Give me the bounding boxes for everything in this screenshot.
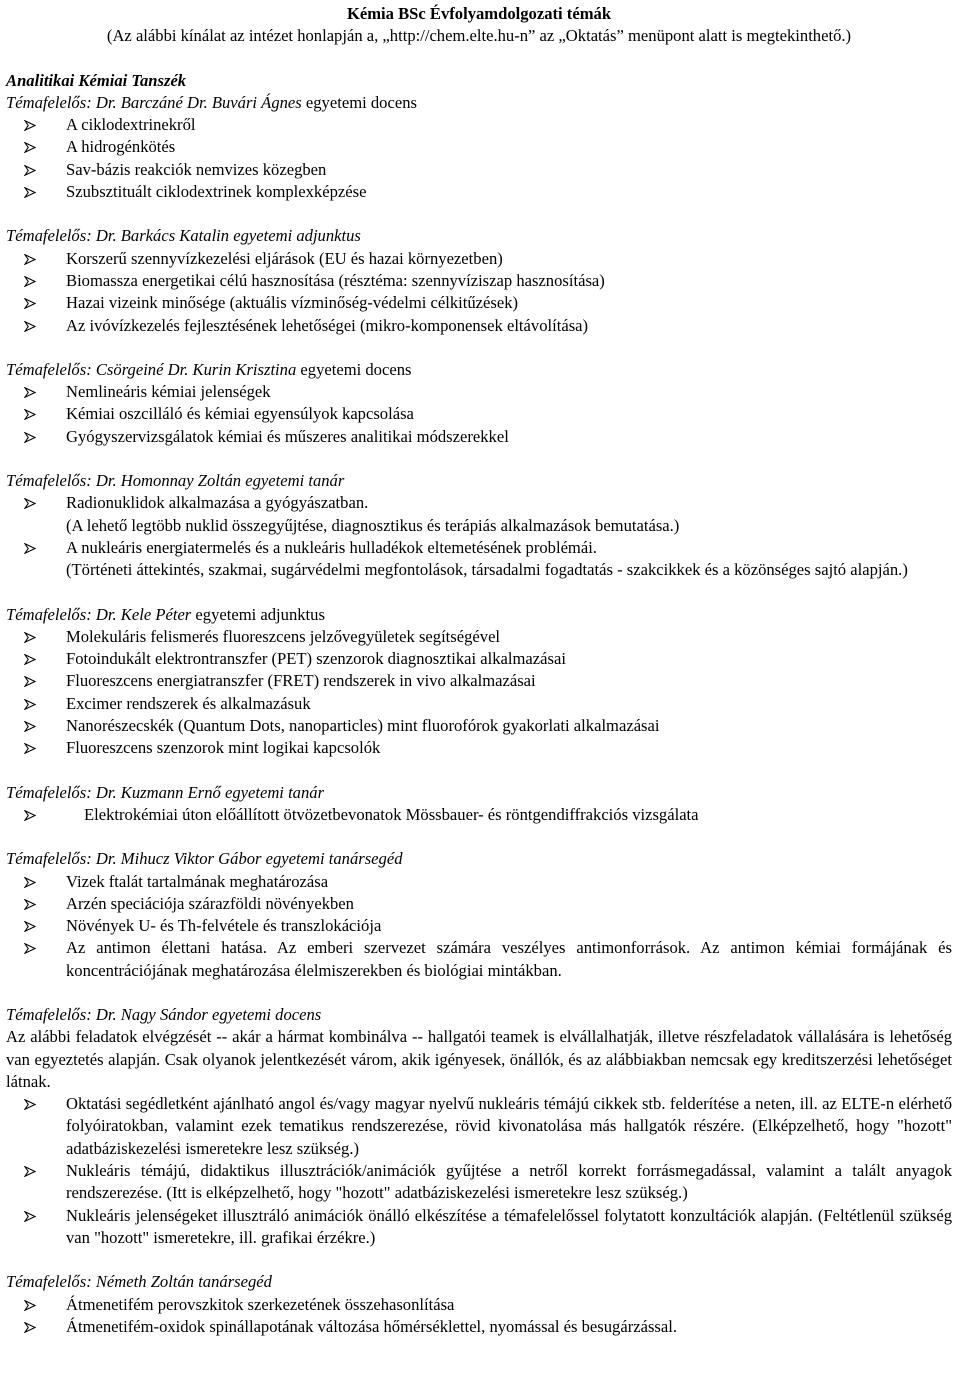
- topic-text: Arzén speciációja szárazföldi növényekben: [66, 893, 354, 913]
- supervisor-name: Barczáné Dr. Buvári Ágnes: [116, 92, 302, 112]
- arrow-bullet-icon: [24, 654, 36, 665]
- topic-section: [6, 1004, 952, 1249]
- topic-item: [6, 381, 952, 403]
- topic-section: [6, 92, 952, 203]
- arrow-bullet-icon: [24, 699, 36, 710]
- topic-item: [6, 893, 952, 915]
- topic-list: [6, 248, 952, 337]
- topic-text: Radionuklidok alkalmazása a gyógyászatban.: [66, 493, 369, 513]
- topic-text: Biomassza energetikai célú hasznosítása (résztéma: szennyvíziszap hasznosítása): [66, 270, 605, 290]
- topic-text: Vizek ftalát tartalmának meghatározása: [66, 871, 329, 891]
- arrow-bullet-icon: [24, 498, 36, 509]
- arrow-bullet-icon: [24, 1300, 36, 1311]
- topic-item: [6, 937, 952, 982]
- topic-text: Szubsztituált ciklodextrinek komplexképzése: [66, 182, 367, 202]
- arrow-bullet-icon: [24, 1322, 36, 1333]
- document-title: Kémia BSc Évfolyamdolgozati témák: [346, 4, 612, 23]
- topic-section: [6, 225, 952, 336]
- supervisor-name: Csörgeiné Dr. Kurin Krisztina: [91, 359, 297, 379]
- topic-text: Nemlineáris kémiai jelenségek: [66, 382, 271, 402]
- topic-item: [6, 492, 952, 537]
- topic-note: (Történeti áttekintés, szakmai, sugárvédelmi megfontolások, társadalmi fogadtatás - szakcikkek és a közönséges sajtó alapján.): [66, 560, 908, 580]
- topic-section: [6, 359, 952, 448]
- arrow-bullet-icon: [24, 543, 36, 554]
- arrow-bullet-icon: [24, 943, 36, 954]
- section-intro: Az alábbi feladatok elvégzését -- akár a hármat kombinálva -- hallgatói teamek is elvállalhatják, illetve részfeladatok vállalására is lehetőség van egyeztetés alapján. Csak olyanok jelentkezését várom, akik igényesek, önállók, és az alábbiakban nemcsak egy kreditszerzési lehetőséget látnak.: [6, 1027, 952, 1091]
- supervisor-name: Németh Zoltán tanársegéd: [91, 1272, 272, 1292]
- topic-note: (A lehető legtöbb nuklid összegyűjtése, diagnosztikus és terápiás alkalmazások bemutatása.): [66, 515, 680, 535]
- topic-text: Átmenetifém perovszkitok szerkezetének összehasonlítása: [66, 1294, 455, 1314]
- topic-list: [6, 114, 952, 203]
- topic-item: [6, 1205, 952, 1250]
- topic-text: Hazai vizeink minősége (aktuális vízminőség-védelmi célkitűzések): [66, 293, 519, 313]
- arrow-bullet-icon: [24, 165, 36, 176]
- topic-item: [6, 159, 952, 181]
- topic-item: [6, 737, 952, 759]
- topic-section: [6, 1271, 952, 1338]
- department-heading: Analitikai Kémiai Tanszék: [6, 70, 187, 90]
- topic-item: [6, 648, 952, 670]
- topic-text: Fotoindukált elektrontranszfer (PET) szenzorok diagnosztikai alkalmazásai: [66, 649, 566, 669]
- topic-list: [6, 381, 952, 448]
- arrow-bullet-icon: [24, 276, 36, 287]
- topic-text: Sav-bázis reakciók nemvizes közegben: [66, 159, 327, 179]
- arrow-bullet-icon: [24, 721, 36, 732]
- topic-list: [6, 1093, 952, 1249]
- topic-item: [6, 1160, 952, 1205]
- topic-text: A ciklodextrinekről: [66, 115, 196, 135]
- topic-item: [6, 626, 952, 648]
- supervisor-name: Homonnay Zoltán egyetemi tanár: [116, 471, 345, 491]
- supervisor-label: Témafelelős: Dr.: [6, 226, 117, 246]
- topic-section: [6, 848, 952, 982]
- arrow-bullet-icon: [24, 676, 36, 687]
- arrow-bullet-icon: [24, 810, 36, 821]
- supervisor-line: [6, 359, 952, 381]
- topic-list: [6, 626, 952, 760]
- supervisor-name: Kuzmann Ernő egyetemi tanár: [116, 782, 325, 802]
- topic-section: [6, 782, 952, 827]
- topic-text: A hidrogénkötés: [66, 137, 176, 157]
- topic-item: [6, 670, 952, 692]
- topic-text: Fluoreszcens szenzorok mint logikai kapcsolók: [66, 738, 381, 758]
- supervisor-line: [6, 1271, 952, 1293]
- topic-text: A nukleáris energiatermelés és a nukleáris hulladékok eltemetésének problémái.: [66, 537, 597, 557]
- topic-item: [6, 537, 952, 582]
- topic-item: [6, 1294, 952, 1316]
- arrow-bullet-icon: [24, 899, 36, 910]
- topic-item: [6, 693, 952, 715]
- topic-text: Átmenetifém-oxidok spinállapotának változása hőmérséklettel, nyomással és besugárzással.: [66, 1316, 678, 1336]
- topic-text: Az ivóvízkezelés fejlesztésének lehetőségei (mikro-komponensek eltávolítása): [66, 315, 589, 335]
- supervisor-line: [6, 225, 952, 247]
- topic-item: [6, 715, 952, 737]
- arrow-bullet-icon: [24, 921, 36, 932]
- topic-item: [6, 292, 952, 314]
- topic-item: [6, 403, 952, 425]
- supervisor-label: Témafelelős: Dr.: [6, 1004, 117, 1024]
- supervisor-line: [6, 470, 952, 492]
- supervisor-line: [6, 1004, 952, 1026]
- arrow-bullet-icon: [24, 254, 36, 265]
- topic-section: [6, 604, 952, 760]
- arrow-bullet-icon: [24, 409, 36, 420]
- topic-item: [6, 804, 952, 826]
- supervisor-label: Témafelelős: Dr.: [6, 849, 117, 869]
- topic-item: [6, 426, 952, 448]
- topic-text: Nukleáris jelenségeket illusztráló animációk önálló elkészítése a témafelelőssel folytatott konzultációk alapján. (Feltétlenül szükség van "hozott" ismeretekre, ill. grafikai érzékre.): [66, 1205, 952, 1247]
- supervisor-label: Témafelelős:: [6, 1272, 92, 1292]
- arrow-bullet-icon: [24, 877, 36, 888]
- topic-item: [6, 136, 952, 158]
- topic-text: Nukleáris témájú, didaktikus illusztrációk/animációk gyűjtése a netről korrekt forrásmegadással, valamint a talált anyagok rendszerezése. (Itt is elképzelhető, hogy "hozott" adatbáziskezelési ismeretekre lesz szükség.): [66, 1161, 952, 1203]
- topic-text: Fluoreszcens energiatranszfer (FRET) rendszerek in vivo alkalmazásai: [66, 671, 536, 691]
- topic-item: [6, 871, 952, 893]
- topic-sections: [6, 92, 952, 1338]
- supervisor-label: Témafelelős: Dr.: [6, 471, 117, 491]
- arrow-bullet-icon: [24, 1211, 36, 1222]
- topic-item: [6, 1093, 952, 1160]
- topic-list: [6, 871, 952, 982]
- topic-item: [6, 248, 952, 270]
- supervisor-name: Mihucz Viktor Gábor egyetemi tanársegéd: [116, 849, 403, 869]
- supervisor-label: Témafelelős: Dr.: [6, 782, 117, 802]
- supervisor-line: [6, 92, 952, 114]
- arrow-bullet-icon: [24, 743, 36, 754]
- topic-list: [6, 1294, 952, 1339]
- arrow-bullet-icon: [24, 142, 36, 153]
- arrow-bullet-icon: [24, 387, 36, 398]
- supervisor-label: Témafelelős: Dr.: [6, 92, 117, 112]
- supervisor-name: Kele Péter: [116, 604, 192, 624]
- topic-item: [6, 315, 952, 337]
- topic-item: [6, 181, 952, 203]
- topic-section: [6, 470, 952, 581]
- arrow-bullet-icon: [24, 298, 36, 309]
- arrow-bullet-icon: [24, 187, 36, 198]
- document-subtitle: (Az alábbi kínálat az intézet honlapján a, „http://chem.elte.hu-n” az „Oktatás” menüpont alatt is megtekinthető.): [106, 26, 852, 46]
- topic-text: Növények U- és Th-felvétele és transzlokációja: [66, 916, 382, 936]
- supervisor-label: Témafelelős:: [6, 359, 92, 379]
- supervisor-role: egyetemi docens: [296, 359, 412, 379]
- topic-list: [6, 492, 952, 581]
- supervisor-label: Témafelelős: Dr.: [6, 604, 117, 624]
- supervisor-line: [6, 782, 952, 804]
- topic-item: [6, 1316, 952, 1338]
- topic-item: [6, 915, 952, 937]
- topic-list: [6, 804, 952, 826]
- arrow-bullet-icon: [24, 120, 36, 131]
- topic-text: Excimer rendszerek és alkalmazásuk: [66, 693, 311, 713]
- arrow-bullet-icon: [24, 1166, 36, 1177]
- topic-text: Gyógyszervizsgálatok kémiai és műszeres analitikai módszerekkel: [66, 426, 509, 446]
- topic-text: Nanorészecskék (Quantum Dots, nanoparticles) mint fluorofórok gyakorlati alkalmazásai: [66, 716, 660, 736]
- topic-text: Oktatási segédletként ajánlható angol és/vagy magyar nyelvű nukleáris témájú cikkek stb. felderítése a neten, ill. az ELTE-n elérhető folyóiratokban, valamint ezek tematikus rendszerezése, rövid kivonatolása más hallgatók részére. (Elképzelhető, hogy "hozott" adatbáziskezelési ismeretekre lesz szükség.): [66, 1094, 952, 1158]
- supervisor-role: egyetemi adjunktus: [191, 604, 325, 624]
- supervisor-line: [6, 604, 952, 626]
- arrow-bullet-icon: [24, 321, 36, 332]
- topic-item: [6, 270, 952, 292]
- topic-text: Korszerű szennyvízkezelési eljárások (EU és hazai környezetben): [66, 248, 503, 268]
- arrow-bullet-icon: [24, 1099, 36, 1110]
- topic-text: Kémiai oszcilláló és kémiai egyensúlyok kapcsolása: [66, 404, 414, 424]
- supervisor-name: Nagy Sándor egyetemi docens: [116, 1004, 322, 1024]
- arrow-bullet-icon: [24, 632, 36, 643]
- arrow-bullet-icon: [24, 432, 36, 443]
- topic-text: Elektrokémiai úton előállított ötvözetbevonatok Mössbauer- és röntgendiffrakciós vizsgálata: [84, 804, 699, 824]
- topic-text: Molekuláris felismerés fluoreszcens jelzővegyületek segítségével: [66, 626, 501, 646]
- supervisor-role: egyetemi docens: [301, 92, 417, 112]
- topic-item: [6, 114, 952, 136]
- supervisor-name: Barkács Katalin egyetemi adjunktus: [116, 226, 361, 246]
- topic-text: Az antimon élettani hatása. Az emberi szervezet számára veszélyes antimonforrások. Az antimon kémiai formájának és koncentrációjának meghatározása élelmiszerekben és biológiai mintákban.: [66, 938, 952, 980]
- supervisor-line: [6, 848, 952, 870]
